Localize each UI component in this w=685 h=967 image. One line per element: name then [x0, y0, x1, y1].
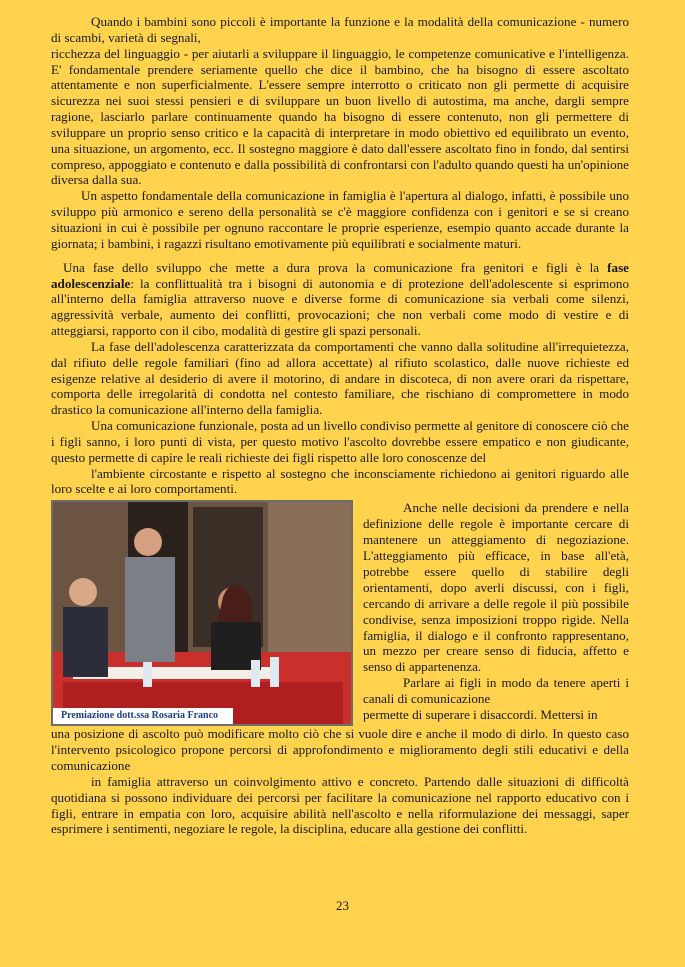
paragraph-functional-communication: Una comunicazione funzionale, posta ad un livello condiviso permette al genitore di conoscere ciò che i figli sanno, i loro punti di vista, per questo motivo l'ascolto dovrebbe essere empatico e non giudicante, questo permette di capire le reali richieste dei figli rispetto alle loro conoscenze del	[51, 418, 629, 465]
paragraph-language-richness: ricchezza del linguaggio - per aiutarli a sviluppare il linguaggio, le competenze comunicative e l'intelligenza. E' fondamentale prendere seriamente quello che dice il bambino, che ha bisogno di essere ascoltato attentamente e non superficialmente. L'essere sempre interrotto o criticato non gli permette di acquisire sicurezza nei suoi stessi pensieri e di sviluppare un buon livello di autostima, ma anche, dargli sempre ragione, lasciarlo parlare continuamente quando ha bisogno di essere contenuto, non gli permettere di sviluppare un proprio senso critico e la capacità di interpretare in modo obiettivo ed equilibrato un evento, una situazione, un argomento, ecc. Il sostegno maggiore è dato dall'essere ascoltato fino in fondo, dal sentirsi compreso, appoggiato e contenuto e dalla possibilità di confrontarsi con l'adulto quando questi ha un'opinione diversa dalla sua.	[51, 45, 629, 188]
paragraph-adolescence-phase: Una fase dello sviluppo che mette a dura prova la comunicazione fra genitori e figli è la fase adolescenziale: la conflittualità tra i bisogni di autonomia e di protezione dell'adolescente si esprimono all'interno della famiglia attraverso nuove e diverse forme di comunicazione sia verbali come silenzi, aggressività verbale, aumento dei conflitti, provocazioni; che non verbali come modo di vestire e di atteggiarsi, rapporto con il cibo, modalità di gestire gli spazi personali.	[51, 259, 629, 339]
paragraph-children-communication: Quando i bambini sono piccoli è importante la funzione e la modalità della comunicazione - numero di scambi, varietà di segnali,	[51, 14, 629, 45]
photo-and-sidebar	[51, 500, 629, 726]
award-photo-illustration	[53, 502, 351, 724]
body-text	[51, 14, 629, 837]
photo-caption: Premiazione dott.ssa Rosaria Franco	[53, 708, 233, 724]
sidebar-text	[363, 500, 629, 726]
paragraph-environment: l'ambiente circostante e rispetto al sostegno che inconsciamente richiedono ai genitori riguardo alle loro scelte e ai loro comportamenti.	[51, 465, 629, 497]
paragraph-dialogue-openness: Un aspetto fondamentale della comunicazione in famiglia è l'apertura al dialogo, infatti, è possibile uno sviluppo più armonico e sereno della personalità se c'è maggiore confidenza con i genitori e se si creano situazioni in cui è possibile per ognuno raccontare le proprie esperienze, esempio quanto accade durante la giornata; i bambini, i ragazzi risultano emotivamente più equilibrati e socialmente maturi.	[51, 188, 629, 251]
paragraph-negotiation: Anche nelle decisioni da prendere e nella definizione delle regole è importante cercare di mantenere un atteggiamento di negoziazione. L'atteggiamento più efficace, in base all'età, potrebbe essere quello di stabilire degli orientamenti, dopo averli discussi, con i figli, cercando di arrivare a delle regole il più possibile condivise, senza imposizioni troppo rigide. Nella famiglia, il dialogo e il confronto rappresentano, un mezzo per creare senso di fiducia, affetto e senso di appartenenza.	[363, 500, 629, 675]
paragraph-talking-to-children: Parlare ai figli in modo da tenere aperti i canali di comunicazione	[363, 675, 629, 707]
page-number: 23	[336, 898, 349, 913]
paragraph-adolescence-behaviour: La fase dell'adolescenza caratterizzata da comportamenti che vanno dalla solitudine all'irrequietezza, dal rifiuto delle regole familiari (fino ad allora accettate) al rifiuto scolastico, dalle nuove richieste ed esigenze relative al desiderio di avere il motorino, di andare in discoteca, di non avere orari da rispettare, comporta delle irregolarità di condotta nel contesto familiare, che rischiano di compromettere in modo drastico la comunicazione all'interno della famiglia.	[51, 338, 629, 418]
paragraph-overcome-disagreements: permette di superare i disaccordi. Mettersi in	[363, 707, 598, 723]
paragraph-family-involvement: in famiglia attraverso un coinvolgimento attivo e concreto. Partendo dalle situazioni di difficoltà quotidiana si possono individuare dei percorsi per facilitare la comunicazione nel rapporto educativo con i figli, entrare in empatia con loro, acquisire abilità nell'ascolto e nella riformulazione dei messaggi, saper esprimere i sentimenti, negoziare le regole, la disciplina, educare alla gestione dei conflitti.	[51, 773, 629, 837]
award-photo	[51, 500, 353, 726]
paragraph-listening-position: una posizione di ascolto può modificare molto ciò che si vuole dire e anche il modo di dirlo. In questo caso l'intervento psicologico propone percorsi di approfondimento e miglioramento degli stili educativi e della comunicazione	[51, 726, 629, 773]
